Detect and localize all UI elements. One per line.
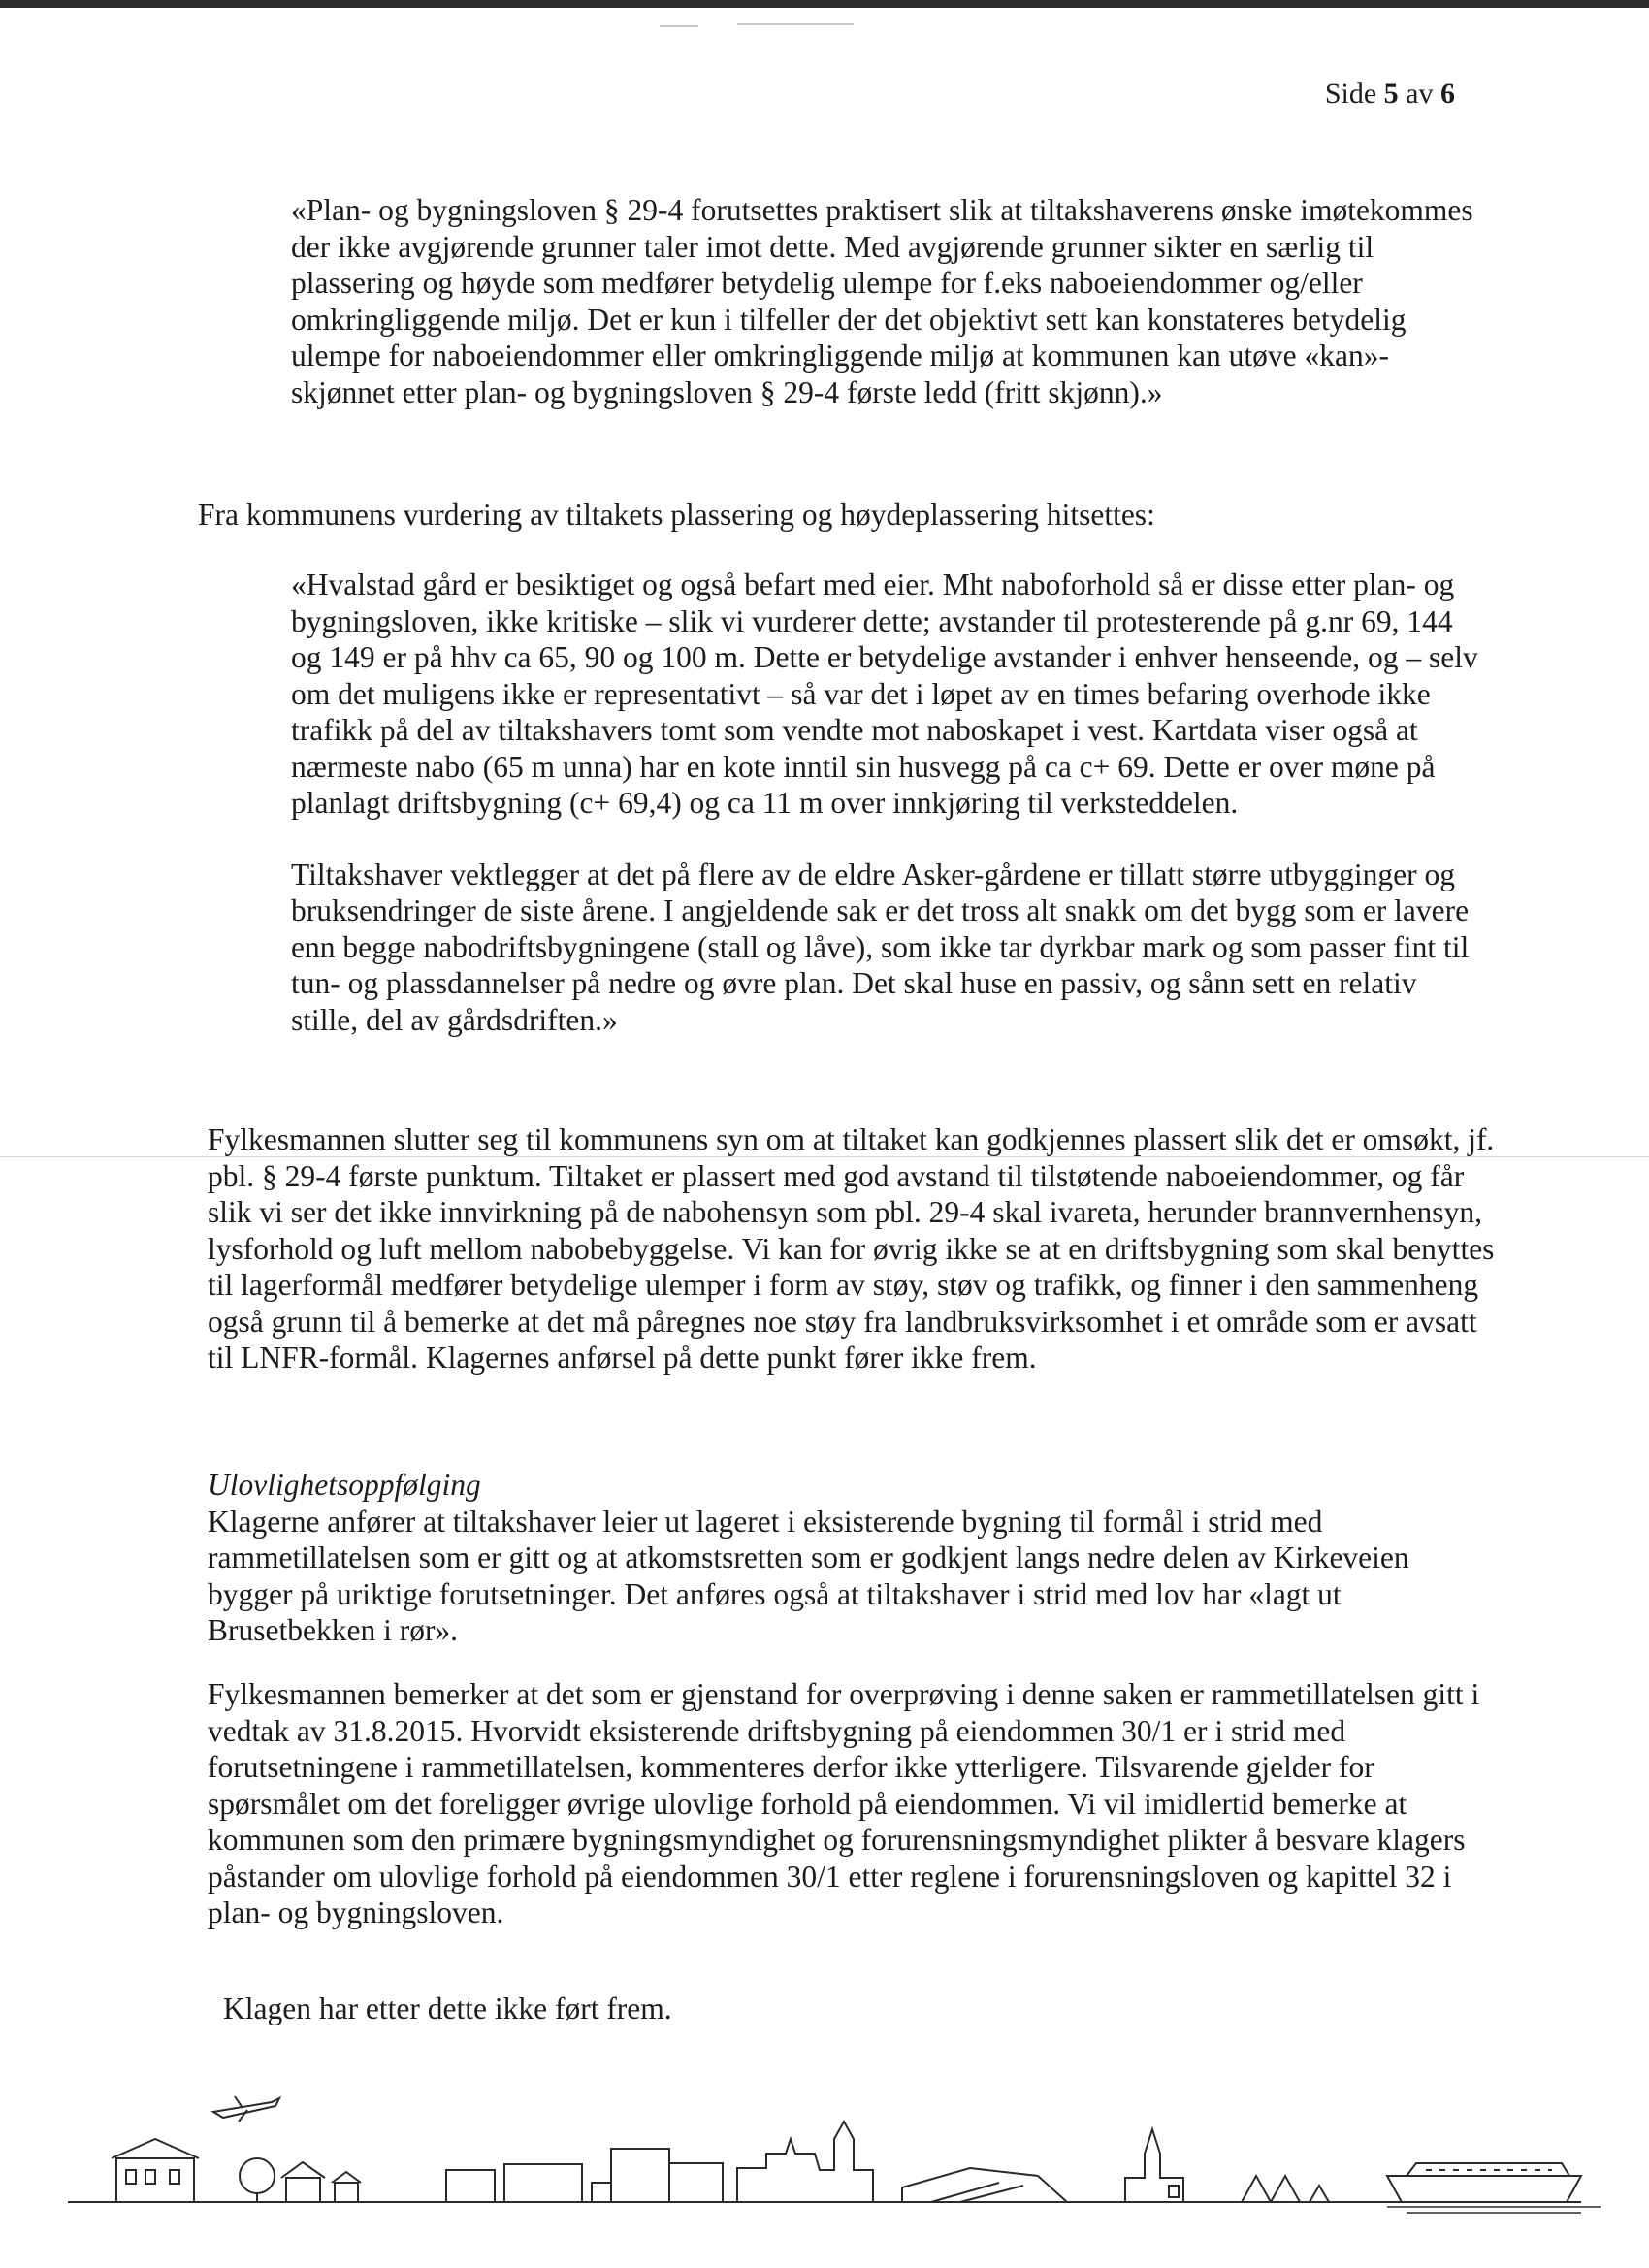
section-paragraph: Klagerne anfører at tiltakshaver leier ut lageret i eksisterende bygning til formål i strid med rammetillatelsen som er gitt og at atkomstsretten som er godkjent langs nedre delen av Kirkeveien bygger på uriktige forutsetninger. Det anføres også at tiltakshaver i strid med lov har «lagt ut Brusetbekken i rør». [208, 1504, 1409, 1647]
church-icon [1125, 2129, 1183, 2202]
section-heading: Ulovlighetsoppfølging [208, 1468, 481, 1502]
tree-icon [240, 2158, 275, 2202]
municipality-quote [291, 567, 1484, 1038]
cottage-icon [281, 2162, 361, 2202]
house-icon [112, 2139, 199, 2202]
water-lines [1387, 2207, 1600, 2213]
quote-paragraph: «Hvalstad gård er besiktiget og også befart med eier. Mht naboforhold så er disse etter plan- og bygningsloven, ikke kritiske – slik vi vurderer dette; avstander til protesterende på g.nr 69, 144 og 149 er på hhv ca 65, 90 og 100 m. Dette er betydelige avstander i enhver henseende, og – selv om det muligens ikke er representativt – så var det i løpet av en times befaring overhode ikke trafikk på del av tiltakshavers tomt som vendte mot naboskapet i vest. Kartdata viser også at nærmeste nabo (65 m unna) har en kote inntil sin husvegg på ca c+ 69. Dette er over møne på planlagt driftsbygning (c+ 69,4) og ca 11 m over innkjøring til verksteddelen. [291, 567, 1478, 820]
conclusion-paragraph: Klagen har etter dette ikke ført frem. [223, 1992, 672, 2025]
scan-mark [737, 23, 854, 25]
review-paragraph: Fylkesmannen bemerker at det som er gjenstand for overprøving i denne saken er rammetillatelsen gitt i vedtak av 31.8.2015. Hvorvidt eksisterende driftsbygning på eiendommen 30/1 er i strid med forutsetningene i rammetillatelsen, kommenteres derfor ikke ytterligere. Tilsvarende gjelder for spørsmålet om det foreligger øvrige ulovlige forhold på eiendommen. Vi vil imidlertid bemerke at kommunen som den primære bygningsmyndighet og forurensningsmyndighet plikter å besvare klagers påstander om ulovlige forhold på eiendommen 30/1 etter reglene i forurensningsloven og kapittel 32 i plan- og bygningsloven. [208, 1677, 1480, 1929]
assessment-paragraph: Fylkesmannen slutter seg til kommunens syn om at tiltaket kan godkjennes plassert slik det er omsøkt, jf. pbl. § 29-4 første punktum. Tiltaket er plassert med god avstand til tilstøtende naboeiendommer, og får slik vi ser det ikke innvirkning på de nabohensyn som pbl. 29-4 skal ivareta, herunder brannvernhensyn, lysforhold og luft mellom nabobebyggelse. Vi kan for øvrig ikke se at en driftsbygning som skal benyttes til lagerformål medfører betydelige ulemper i form av støy, støv og trafikk, og finner i den sammenheng også grunn til å bemerke at det må påregnes noe støy fra landbruksvirksomhet i et område som er avsatt til LNFR-formål. Klagernes anførsel på dette punkt fører ikke frem. [208, 1122, 1495, 1375]
airplane-icon [213, 2096, 279, 2122]
scan-top-edge [0, 0, 1649, 8]
city-building-icon [446, 2149, 723, 2202]
intro-paragraph: Fra kommunens vurdering av tiltakets plassering og høydeplassering hitsettes: [198, 498, 1155, 532]
ship-icon [1387, 2163, 1581, 2202]
trees-icon [1242, 2176, 1329, 2202]
page-number: Side 5 av 6 [1324, 78, 1455, 110]
illegality-section [208, 1467, 1498, 1649]
skyline-illustration [68, 2061, 1620, 2217]
quote-paragraph: Tiltakshaver vektlegger at det på flere av de eldre Asker-gårdene er tillatt større utbygginger og bruksendringer de siste årene. I angjeldende sak er det tross alt snakk om det bygg som er lavere enn begge nabodriftsbygningene (stall og låve), som ikke tar dyrkbar mark og som passer fint til tun- og plassdannelser på nedre og øvre plan. Det skal huse en passiv, og sånn sett en relativ stille, del av gårdsdriften.» [291, 857, 1470, 1037]
quoted-law-text: «Plan- og bygningsloven § 29-4 forutsettes praktisert slik at tiltakshaverens ønske imøtekommes der ikke avgjørende grunner taler imot dette. Med avgjørende grunner sikter en særlig til plassering og høyde som medfører betydelig ulempe for f.eks naboeiendommer og/eller omkringliggende miljø. Det er kun i tilfeller der det objektivt sett kan konstateres betydelig ulempe for naboeiendommer eller omkringliggende miljø at kommunen kan utøve «kan»-skjønnet etter plan- og bygningsloven § 29-4 første ledd (fritt skjønn).» [291, 193, 1473, 409]
opera-house-icon [902, 2168, 1067, 2202]
scan-mark [660, 25, 698, 27]
fortress-icon [737, 2122, 873, 2202]
